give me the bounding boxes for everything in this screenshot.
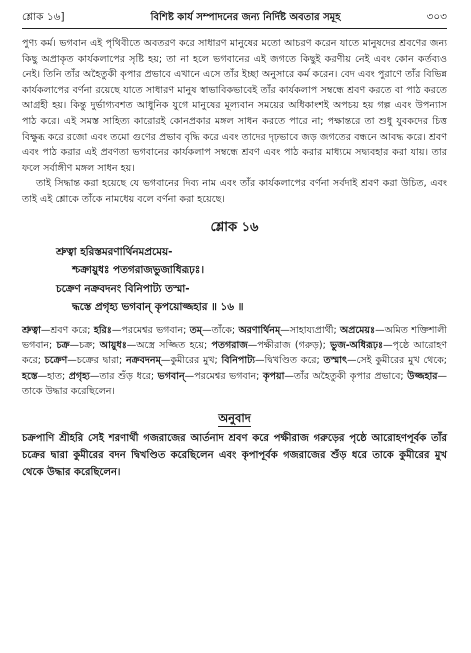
verse-heading: শ্লোক ১৬ [210,219,259,235]
verse-line: শ্চক্রায়ুধঃ পতগরাজভুজাধিরূঢ়ঃ। [72,264,205,277]
synonym-entry [263,371,407,382]
synonym-entry [238,325,340,336]
synonym-meaning: —তার শুঁড় ধরে; [89,370,158,382]
synonym-term: আয়ুধঃ [99,339,127,351]
synonym-term: নক্রবদনম্ [126,355,161,367]
header-verse-ref: শ্লোক ১৬] [22,11,65,23]
page-number: ৩০৩ [426,11,447,23]
synonym-meaning: —তাঁর অহৈতুকী কৃপার প্রভাবে; [284,370,408,382]
synonym-meaning: —পৃষ্ঠে আরোহণ করে; [22,339,447,367]
synonym-term: হস্তে [22,370,38,382]
synonym-term: চক্র [56,339,70,351]
synonym-meaning: —কুমীরের মুখ; [160,355,222,367]
synonym-meaning: —শ্রবণ করে; [40,324,94,336]
synonym-entry [190,325,239,336]
synonym-term: হরিঃ [93,324,112,336]
synonym-term: উজ্জহার [407,370,438,382]
synonym-entry [222,355,324,366]
synonym-meaning: —পক্ষীরাজ (গরুড়); [247,339,331,351]
synonym-meaning: —হাত; [37,370,69,382]
synonym-term: শ্রুত্বা [22,324,41,336]
header-chapter-title: বিশিষ্ট কার্য সম্পাদনের জন্য নির্দিষ্ট অবতার সমূহ [150,12,341,23]
synonym-term: প্রগৃহ্য [68,370,90,382]
verse-line: দ্ধস্তে প্রগৃহ্য ভগবান্ কৃপয়োজ্জহার ॥ ১৬ ॥ [72,301,244,314]
verse-line: চক্রেণ নক্রবদনং বিনিপাট্য তস্মা- [56,282,190,295]
synonym-term: অপ্রমেয়ঃ [340,324,376,336]
synonym-entry [22,325,94,336]
synonym-entry [323,355,447,366]
synonym-term: অরণার্থিনম্ [238,324,281,336]
synonym-entry [94,325,190,336]
translation-heading [22,411,447,426]
synonym-entry [211,340,330,351]
translation-heading-label: অনুবাদ [218,410,251,425]
synonym-term: চক্রেণ [44,355,68,367]
synonym-entry [100,340,212,351]
synonym-term: ভগবান্ [157,370,185,382]
synonym-term: পতগরাজ [211,339,248,351]
synonym-term: কৃপয়া [262,370,285,382]
synonym-term: তম্ [189,324,203,336]
verse-line: শ্রুত্বা হরিস্তমরণার্থিনমপ্রমেয়- [56,245,173,258]
synonym-entry [69,371,158,382]
synonym-meaning: —চক্রের দ্বারা; [67,355,127,367]
synonym-meaning: —দ্বিখণ্ডিত করে; [255,355,324,367]
synonym-meaning: —পরমেশ্বর ভগবান; [111,324,190,336]
synonym-meaning: —পরমেশ্বর ভগবান; [184,370,263,382]
synonym-term: বিনিপাট্য [221,355,256,367]
running-header [22,10,447,29]
synonym-meaning: —সেই কুমীরের মুখ থেকে; [347,355,447,367]
word-for-word-synonyms [22,323,447,400]
synonym-entry [45,355,126,366]
synonym-entry [126,355,222,366]
synonym-meaning: —সাহায্যপ্রার্থী; [280,324,340,336]
synonym-entry [57,340,100,351]
synonym-entry [22,371,69,382]
synonym-term: ভুজ-অধিরূঢ়ঃ [330,339,384,351]
synonym-meaning: —অস্ত্রে সজ্জিত হয়ে; [126,339,212,351]
translation-text: চক্রপাণি শ্রীহরি সেই শরণার্থী গজরাজের আর্তনাদ শ্রবণ করে পক্ষীরাজ গরুড়ের পৃষ্ঠে আরোহণপূর্বক তাঁর চক্রের দ্বারা কুমীরের বদন দ্বিখণ্ডিত করেছিলেন এবং কৃপাপূর্বক গজরাজের শুঁড় ধরে তাকে কুমীরের মুখ থেকে উদ্ধার করেছিলেন। [22,432,447,478]
purport-paragraph-2: তাই সিদ্ধান্ত করা হয়েছে যে ভগবানের দিব্য নাম এবং তাঁর কার্যকলাপের বর্ণনা সর্বদাই শ্রবণ করা উচিত, এবং তাই এই শ্লোকে তাঁকে নামধেয় বলে বর্ণনা করা হয়েছে। [22,178,447,205]
synonym-meaning: —তাঁকে; [202,324,239,336]
synonym-meaning: —তাকে উদ্ধার করেছিলেন। [22,370,447,398]
synonym-term: তস্মাৎ [323,355,348,367]
synonym-meaning: —অমিত শক্তিশালী ভগবান; [22,324,447,351]
sanskrit-verse [22,243,447,317]
purport-paragraph-1: পুণ্য কর্ম। ভগবান এই পৃথিবীতে অবতরণ করে সাধারণ মানুষের মতো আচরণ করেন যাতে মানুষদের শ্রবণের জন্য কিছু অপ্রাকৃত কার্যকলাপের সৃষ্টি হয়; তা না হলে ভগবানের এই জগতে কিছুই করণীয় নেই এবং কোন কর্তব্যও নেই। তিনি তাঁর অহৈতুকী কৃপার প্রভাবে এখানে এসে তাঁর ইচ্ছা অনুসারে কর্ম করেন। বেদ এবং পুরাণে তাঁর বিভিন্ন কার্যকলাপের বর্ণনা রয়েছে যাতে সাধারণ মানুষ স্বাভাবিকভাবেই তাঁর কার্যকলাপ সম্বন্ধে শ্রবণ করতে বা পাঠ করতে আগ্রহী হয়। কিন্তু দুর্ভাগ্যবশত আধুনিক যুগে মানুষের মূল্যবান সময়ের অধিকাংশই অপচয় হয় গল্প এবং উপন্যাস পাঠ করে। এই সমস্ত সাহিত্য কারোরই কোনপ্রকার মঙ্গল সাধন করতে পারে না; পক্ষান্তরে তা শুধু যুবকদের চিত্ত বিক্ষুব্ধ করে রজো এবং তমো গুণের প্রভাব বৃদ্ধি করে এবং তাদের দৃঢ়ভাবে জড় জগতের বন্ধনে আবদ্ধ করে। শ্রবণ এবং পাঠ করার এই প্রবণতা ভগবানের কার্যকলাপ সম্বন্ধে শ্রবণ এবং পাঠ করার মাধ্যমে সদ্ব্যবহার করা যায়। তার ফলে সর্বাঙ্গীণ মঙ্গল সাধন হয়। [22,38,448,174]
synonym-entry [158,371,263,382]
synonym-meaning: —চক্র; [69,339,100,351]
